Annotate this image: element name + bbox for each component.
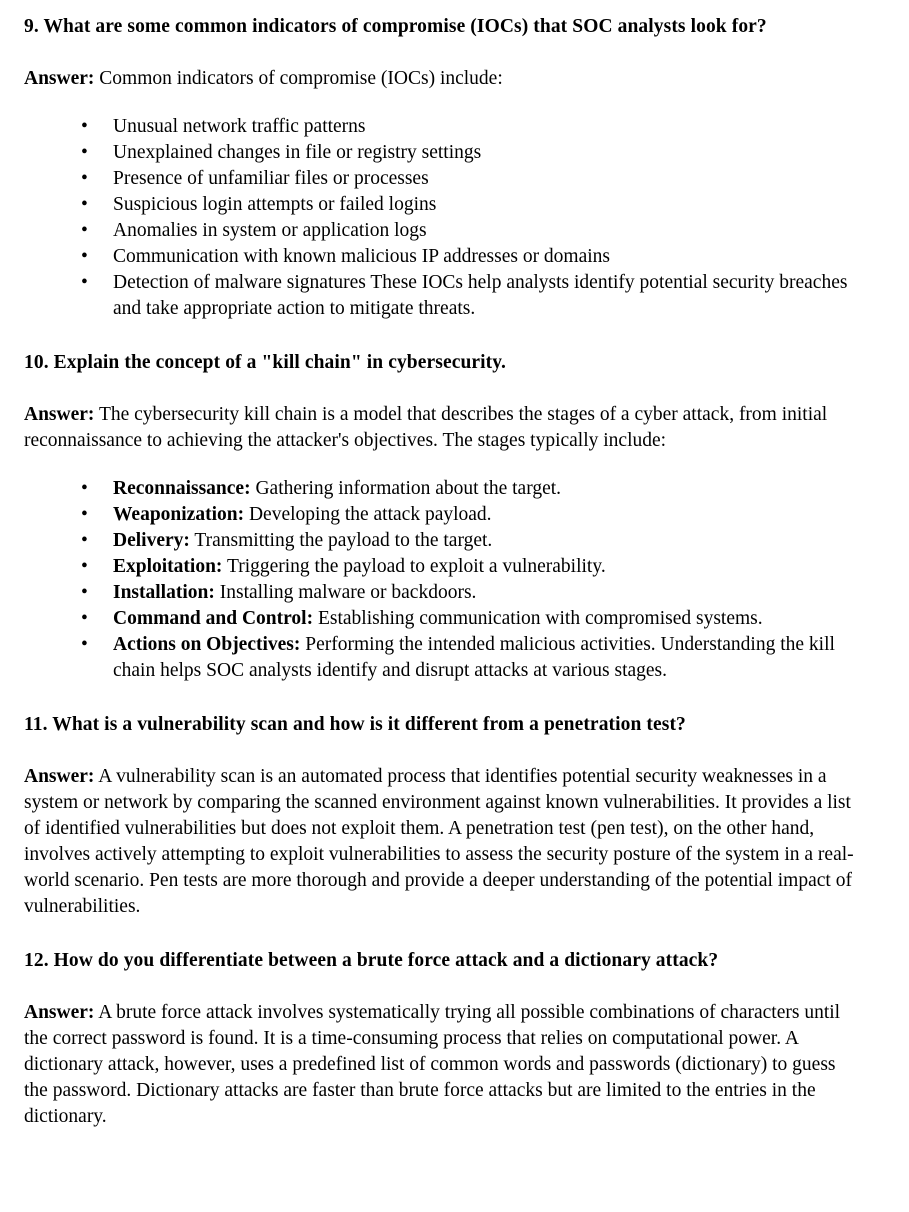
list-item-text: Performing the intended malicious activities. Understanding the kill chain helps SOC analysts identify and disrupt attacks at various stages.	[113, 634, 835, 681]
bullet-icon: •	[81, 582, 88, 603]
list-item	[24, 114, 861, 140]
list-item-text: Presence of unfamiliar files or processes	[113, 168, 429, 189]
answer-text: The cybersecurity kill chain is a model that describes the stages of a cyber attack, from initial reconnaissance to achieving the attacker's objectives. The stages typically include:	[24, 404, 828, 451]
list-item	[24, 244, 861, 270]
list-item	[24, 218, 861, 244]
answer-paragraph	[24, 764, 861, 920]
section-spacer	[24, 920, 861, 948]
list-item	[24, 192, 861, 218]
question-heading: 9. What are some common indicators of compromise (IOCs) that SOC analysts look for?	[24, 16, 767, 37]
list-item-term: Delivery:	[113, 530, 190, 551]
list-item-term: Weaponization:	[113, 504, 245, 525]
list-item	[24, 528, 861, 554]
bullet-icon: •	[81, 246, 88, 267]
bullet-icon: •	[81, 168, 88, 189]
question-heading: 11. What is a vulnerability scan and how is it different from a penetration test?	[24, 714, 686, 735]
answer-label: Answer:	[24, 1002, 95, 1023]
bullet-list	[24, 476, 861, 684]
section-spacer	[24, 322, 861, 350]
list-item-term: Reconnaissance:	[113, 478, 251, 499]
bullet-icon: •	[81, 116, 88, 137]
list-item	[24, 166, 861, 192]
list-item-text: Unexplained changes in file or registry settings	[113, 142, 482, 163]
answer-text: Common indicators of compromise (IOCs) include:	[99, 68, 503, 89]
bullet-icon: •	[81, 220, 88, 241]
bullet-icon: •	[81, 478, 88, 499]
qa-section-q12	[24, 948, 861, 1130]
list-item-text: Developing the attack payload.	[248, 504, 492, 525]
list-item-text: Gathering information about the target.	[255, 478, 562, 499]
bullet-icon: •	[81, 272, 88, 293]
bullet-icon: •	[81, 194, 88, 215]
bullet-icon: •	[81, 504, 88, 525]
qa-section-q11	[24, 712, 861, 920]
list-item-text: Triggering the payload to exploit a vulnerability.	[226, 556, 606, 577]
answer-text: A brute force attack involves systematically trying all possible combinations of characters until the correct password is found. It is a time-consuming process that relies on computational power. A dictionary attack, however, uses a predefined list of common words and passwords (dictionary) to guess the password. Dictionary attacks are faster than brute force attacks but are limited to the entries in the dictionary.	[24, 1002, 841, 1127]
question-heading: 10. Explain the concept of a "kill chain" in cybersecurity.	[24, 352, 507, 373]
list-item-term: Command and Control:	[113, 608, 314, 629]
bullet-icon: •	[81, 608, 88, 629]
qa-section-q9	[24, 14, 861, 322]
list-item	[24, 606, 861, 632]
list-item-text: Anomalies in system or application logs	[113, 220, 427, 241]
list-item-text: Suspicious login attempts or failed logins	[113, 194, 437, 215]
list-item-text: Detection of malware signatures These IOCs help analysts identify potential security breaches and take appropriate action to mitigate threats.	[113, 272, 848, 319]
list-item	[24, 632, 861, 684]
answer-paragraph	[24, 402, 861, 454]
bullet-icon: •	[81, 556, 88, 577]
answer-paragraph	[24, 66, 861, 92]
answer-label: Answer:	[24, 404, 95, 425]
list-item-text: Communication with known malicious IP addresses or domains	[113, 246, 611, 267]
list-item-term: Actions on Objectives:	[113, 634, 301, 655]
bullet-list	[24, 114, 861, 322]
answer-label: Answer:	[24, 68, 95, 89]
question-heading: 12. How do you differentiate between a brute force attack and a dictionary attack?	[24, 950, 719, 971]
answer-label: Answer:	[24, 766, 95, 787]
list-item-term: Installation:	[113, 582, 215, 603]
list-item	[24, 476, 861, 502]
list-item	[24, 554, 861, 580]
list-item-text: Unusual network traffic patterns	[113, 116, 366, 137]
list-item-text: Installing malware or backdoors.	[219, 582, 477, 603]
list-item-text: Transmitting the payload to the target.	[194, 530, 493, 551]
list-item	[24, 270, 861, 322]
answer-text: A vulnerability scan is an automated process that identifies potential security weaknesses in a system or network by comparing the scanned environment against known vulnerabilities. It provides a list of identified vulnerabilities but does not exploit them. A penetration test (pen test), on the other hand, involves actively attempting to exploit vulnerabilities to assess the security posture of the system in a real-world scenario. Pen tests are more thorough and provide a deeper understanding of the potential impact of vulnerabilities.	[24, 766, 854, 917]
bullet-icon: •	[81, 634, 88, 655]
list-item-text: Establishing communication with compromised systems.	[317, 608, 763, 629]
qa-section-q10	[24, 350, 861, 684]
list-item	[24, 502, 861, 528]
list-item	[24, 580, 861, 606]
list-item	[24, 140, 861, 166]
section-spacer	[24, 684, 861, 712]
answer-paragraph	[24, 1000, 861, 1130]
bullet-icon: •	[81, 142, 88, 163]
bullet-icon: •	[81, 530, 88, 551]
list-item-term: Exploitation:	[113, 556, 223, 577]
